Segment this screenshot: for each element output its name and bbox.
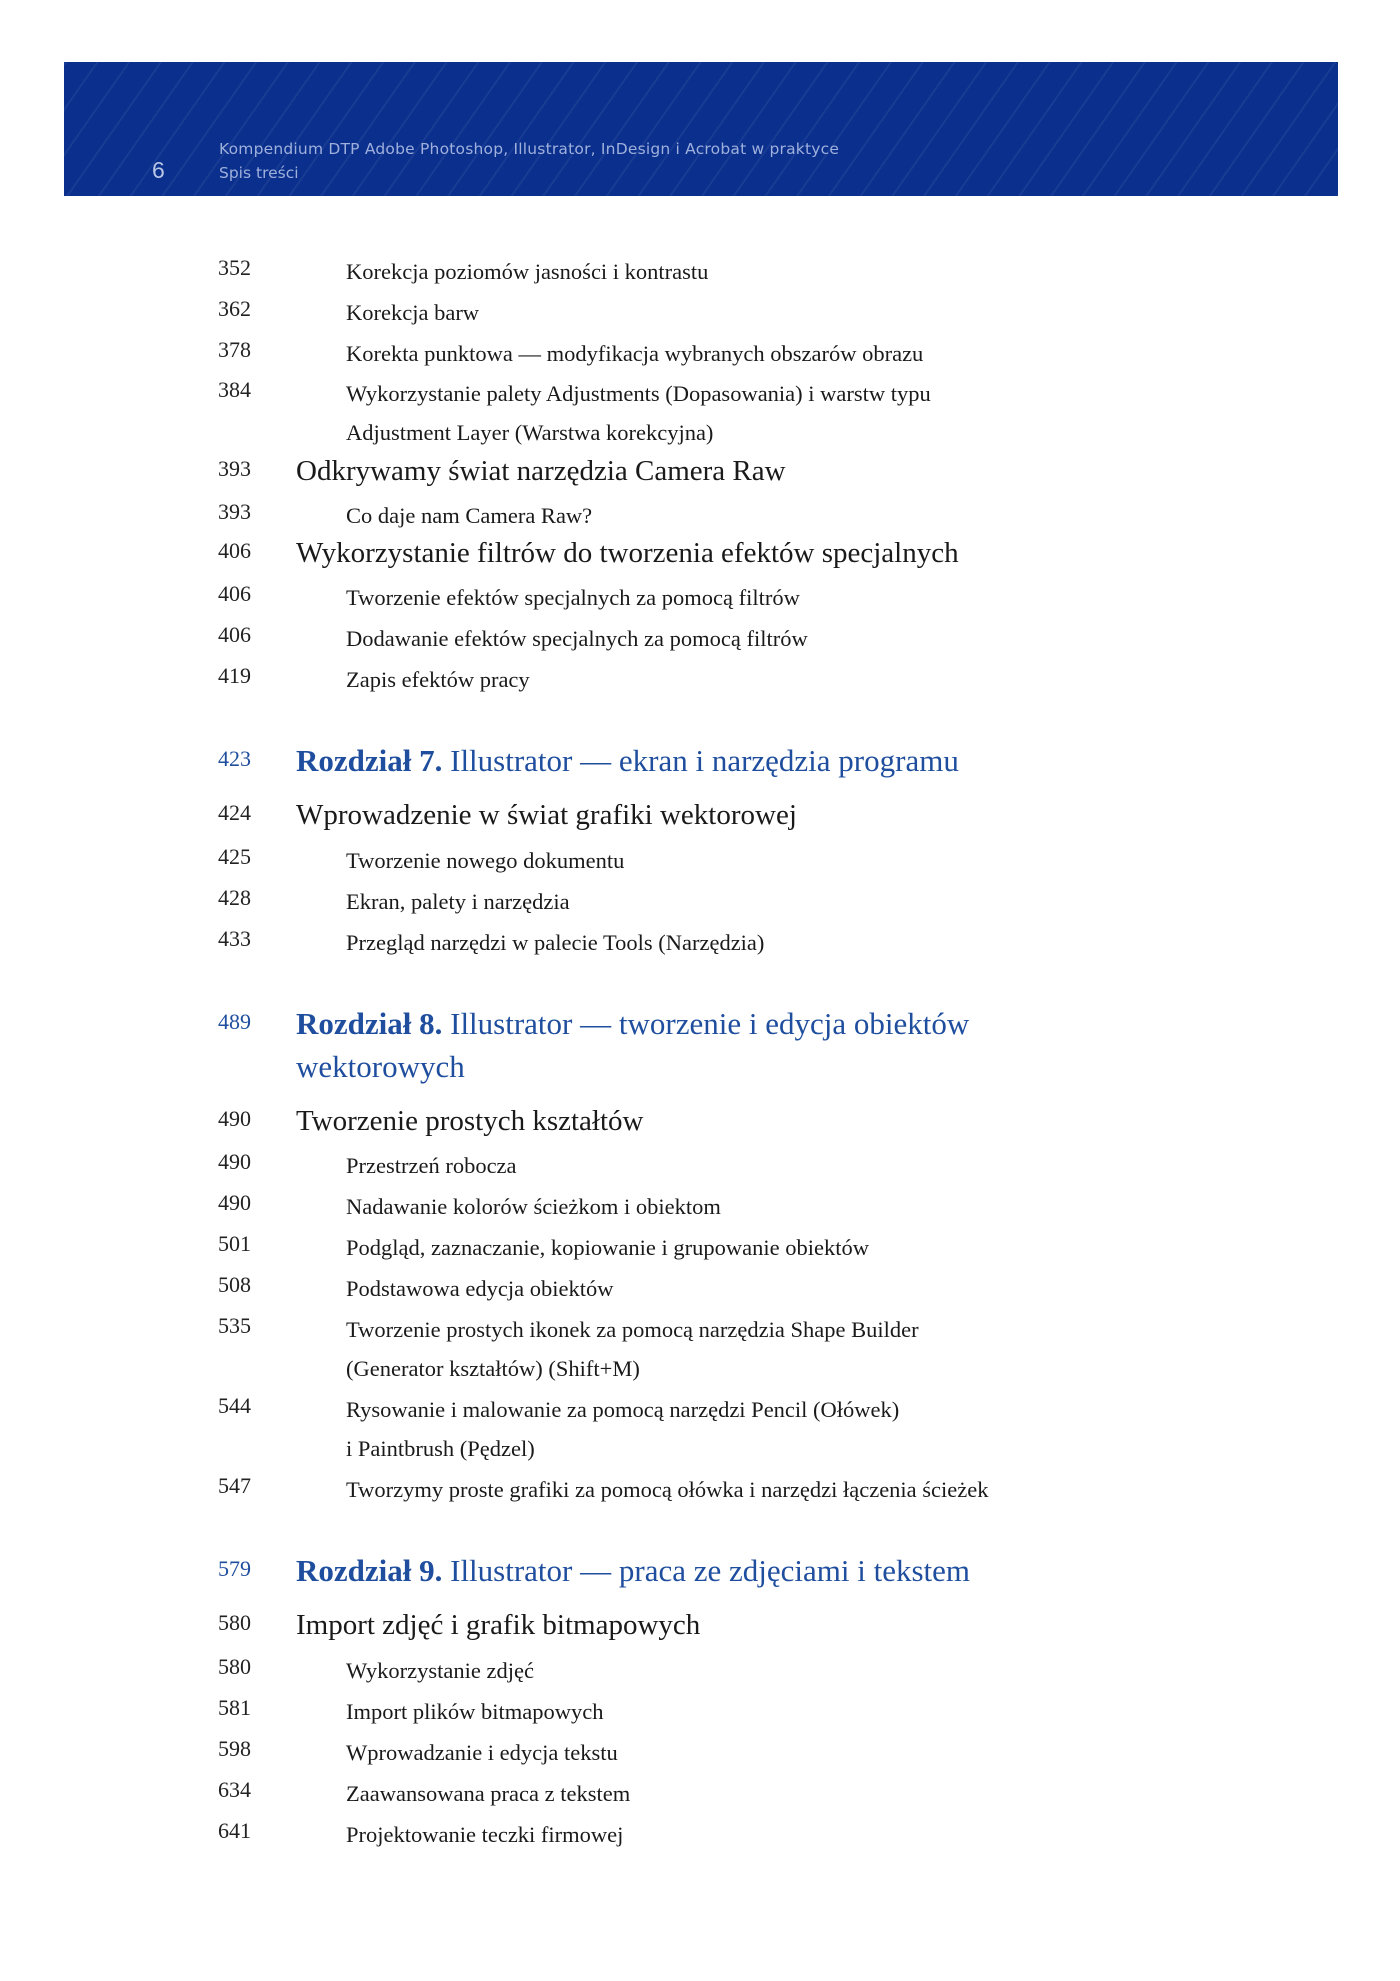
toc-title-line: Tworzenie prostych kształtów — [296, 1105, 644, 1137]
toc-title-line: Adjustment Layer (Warstwa korekcyjna) — [346, 420, 714, 445]
toc-title-line: Przegląd narzędzi w palecie Tools (Narzędzia) — [346, 930, 765, 955]
toc-title-line: Wprowadzanie i edycja tekstu — [346, 1740, 618, 1765]
toc-title-line: Import plików bitmapowych — [346, 1699, 604, 1724]
toc-title-line: Tworzenie prostych ikonek za pomocą narzędzia Shape Builder — [346, 1317, 919, 1342]
toc-page-number: 490 — [218, 1106, 251, 1131]
chapter-label: Rozdział 9. — [296, 1553, 443, 1588]
toc-title — [296, 451, 786, 491]
toc-title-line: Projektowanie teczki firmowej — [346, 1822, 624, 1847]
toc-title — [296, 739, 1096, 782]
toc-title — [346, 1269, 1126, 1308]
toc-title-line: Wykorzystanie zdjęć — [346, 1658, 534, 1683]
toc-title-line: Illustrator — ekran i narzędzia programu — [450, 743, 959, 778]
toc-page-number: 406 — [218, 538, 251, 563]
toc-page-number: 428 — [218, 885, 251, 910]
toc-title — [346, 1228, 1126, 1267]
toc-page-number: 490 — [218, 1190, 251, 1215]
toc-title — [346, 578, 1126, 617]
toc-title — [346, 293, 1126, 332]
toc-page-number: 490 — [218, 1149, 251, 1174]
toc-title-line: Korekta punktowa — modyfikacja wybranych obszarów obrazu — [346, 341, 924, 366]
book-title: Kompendium DTP Adobe Photoshop, Illustrator, InDesign i Acrobat w praktyce — [219, 140, 840, 158]
toc-title-line: Podstawowa edycja obiektów — [346, 1276, 614, 1301]
toc-title — [346, 1815, 1126, 1854]
toc-page-number: 393 — [218, 499, 251, 524]
toc-page-number: 419 — [218, 663, 251, 688]
toc-page-number: 580 — [218, 1654, 251, 1679]
toc-title — [346, 496, 1126, 535]
chapter-label: Rozdział 7. — [296, 743, 443, 778]
toc-page-number: 535 — [218, 1313, 251, 1338]
toc-page-number: 393 — [218, 456, 251, 481]
toc-page-number: 378 — [218, 337, 251, 362]
toc-title-line: Podgląd, zaznaczanie, kopiowanie i grupowanie obiektów — [346, 1235, 869, 1260]
toc-page-number: 425 — [218, 844, 251, 869]
toc-title — [296, 1101, 643, 1141]
toc-title — [296, 1549, 1096, 1592]
toc-title — [346, 1733, 1126, 1772]
toc-title — [346, 374, 1126, 452]
toc-title — [346, 1310, 1126, 1388]
toc-page-number: 423 — [218, 746, 251, 771]
toc-title — [346, 1651, 1126, 1690]
toc-title-line: Co daje nam Camera Raw? — [346, 503, 593, 528]
toc-page-number: 580 — [218, 1610, 251, 1635]
toc-page-number: 362 — [218, 296, 251, 321]
toc-page-number: 384 — [218, 377, 251, 402]
toc-title-line: Wprowadzenie w świat grafiki wektorowej — [296, 799, 797, 831]
toc-title-line: Zaawansowana praca z tekstem — [346, 1781, 631, 1806]
toc-page-number: 508 — [218, 1272, 251, 1297]
toc-title — [346, 841, 1126, 880]
toc-title-line: Zapis efektów pracy — [346, 667, 530, 692]
toc-title — [346, 1187, 1126, 1226]
toc-page-number: 489 — [218, 1009, 251, 1034]
toc-page-number: 579 — [218, 1556, 251, 1581]
toc-title — [346, 334, 1126, 373]
toc-page-number: 544 — [218, 1393, 251, 1418]
toc-title — [346, 882, 1126, 921]
toc-title-line: Nadawanie kolorów ścieżkom i obiektom — [346, 1194, 721, 1219]
toc-title-line: (Generator kształtów) (Shift+M) — [346, 1356, 640, 1381]
toc-title-line: Ekran, palety i narzędzia — [346, 889, 570, 914]
toc-title-line: Korekcja poziomów jasności i kontrastu — [346, 259, 709, 284]
toc-title-line: Odkrywamy świat narzędzia Camera Raw — [296, 455, 786, 487]
toc-page-number: 406 — [218, 622, 251, 647]
toc-page-number: 634 — [218, 1777, 251, 1802]
toc-title — [346, 923, 1126, 962]
toc-page-number: 406 — [218, 581, 251, 606]
toc-title — [346, 252, 1126, 291]
toc-title-line: Illustrator — praca ze zdjęciami i tekstem — [450, 1553, 971, 1588]
toc-title-line: Przestrzeń robocza — [346, 1153, 517, 1178]
toc-title-line: Tworzenie nowego dokumentu — [346, 848, 625, 873]
toc-title — [296, 795, 797, 835]
toc-title-line: Import zdjęć i grafik bitmapowych — [296, 1609, 701, 1641]
toc-title-line: Tworzenie efektów specjalnych za pomocą filtrów — [346, 585, 800, 610]
section-name: Spis treści — [219, 164, 299, 182]
page-number: 6 — [152, 157, 165, 183]
toc-title — [346, 1470, 1126, 1509]
toc-title — [346, 1146, 1126, 1185]
toc-title — [346, 1692, 1126, 1731]
toc-title — [346, 619, 1126, 658]
toc-title — [296, 533, 959, 573]
toc-page-number: 424 — [218, 800, 251, 825]
toc-title — [296, 1002, 1096, 1088]
toc-title-line: Illustrator — tworzenie i edycja obiektów — [450, 1006, 970, 1041]
toc-title — [296, 1605, 700, 1645]
toc-page-number: 598 — [218, 1736, 251, 1761]
toc-title-line: Rysowanie i malowanie za pomocą narzędzi Pencil (Ołówek) — [346, 1397, 900, 1422]
toc-title-line: Wykorzystanie palety Adjustments (Dopasowania) i warstw typu — [346, 381, 931, 406]
toc-title-line: Korekcja barw — [346, 300, 480, 325]
toc-page-number: 581 — [218, 1695, 251, 1720]
chapter-label: Rozdział 8. — [296, 1006, 443, 1041]
toc-page-number: 641 — [218, 1818, 251, 1843]
toc-page-number: 501 — [218, 1231, 251, 1256]
toc-title — [346, 1390, 1126, 1468]
toc-title-line: Wykorzystanie filtrów do tworzenia efektów specjalnych — [296, 537, 959, 569]
toc-title — [346, 660, 1126, 699]
toc-title — [346, 1774, 1126, 1813]
toc-title-line: Dodawanie efektów specjalnych za pomocą filtrów — [346, 626, 808, 651]
toc-title-line: wektorowych — [296, 1049, 465, 1084]
toc-page-number: 352 — [218, 255, 251, 280]
toc-page-number: 547 — [218, 1473, 251, 1498]
toc-title-line: Tworzymy proste grafiki za pomocą ołówka i narzędzi łączenia ścieżek — [346, 1477, 989, 1502]
toc-title-line: i Paintbrush (Pędzel) — [346, 1436, 535, 1461]
toc-page-number: 433 — [218, 926, 251, 951]
